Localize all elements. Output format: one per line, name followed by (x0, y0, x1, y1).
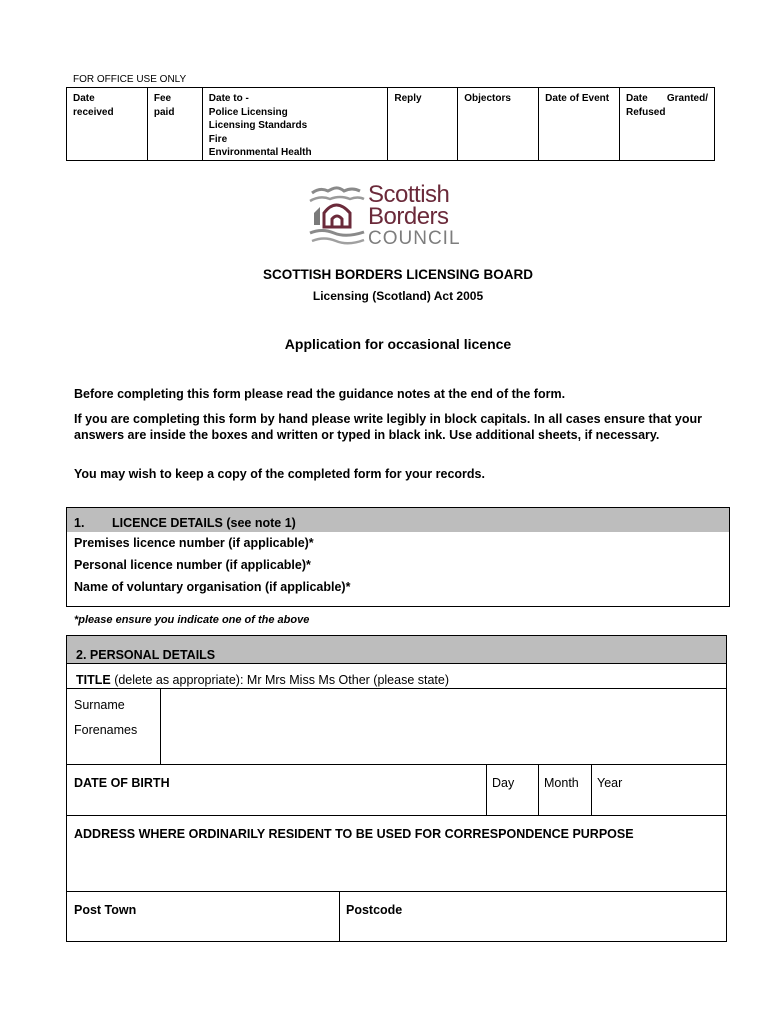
postcode-field[interactable]: Postcode (346, 903, 403, 917)
office-use-table (66, 87, 715, 161)
divider (67, 764, 726, 765)
reply-cell[interactable]: Reply (388, 88, 458, 161)
fee-paid-cell[interactable]: Fee paid (147, 88, 202, 161)
name-input-area[interactable] (161, 689, 726, 764)
intro-paragraph-2: If you are completing this form by hand please write legibly in block capitals. In all cases ensure that your answers are inside the boxes and written or typed in black ink. Use additional sheets, if necessary. (74, 412, 702, 442)
date-of-birth-label: DATE OF BIRTH (74, 776, 170, 790)
date-granted-refused-cell[interactable]: Date Granted/ Refused (620, 88, 715, 161)
dob-day-field[interactable]: Day (492, 776, 515, 790)
premises-licence-field[interactable]: Premises licence number (if applicable)* (74, 536, 314, 550)
personal-licence-field[interactable]: Personal licence number (if applicable)* (74, 558, 311, 572)
licence-details-header: 1. LICENCE DETAILS (see note 1) (67, 508, 729, 532)
logo-text-council: COUNCIL (368, 228, 461, 249)
board-title: SCOTTISH BORDERS LICENSING BOARD (262, 267, 533, 282)
voluntary-organisation-field[interactable]: Name of voluntary organisation (if applicable)* (74, 580, 351, 594)
scottish-borders-council-logo (306, 183, 468, 251)
logo-text-scottish: Scottish (368, 181, 450, 208)
dob-year-field[interactable]: Year (597, 776, 623, 790)
divider (486, 764, 487, 815)
date-to-cell[interactable]: Date to - Police Licensing Licensing Standards Fire Environmental Health (202, 88, 388, 161)
council-emblem-icon (306, 183, 368, 251)
office-use-label: FOR OFFICE USE ONLY (73, 74, 187, 85)
date-received-cell[interactable]: Date received (67, 88, 148, 161)
forenames-label: Forenames (74, 723, 138, 737)
divider (67, 891, 726, 892)
application-title: Application for occasional licence (284, 336, 512, 352)
date-of-event-cell[interactable]: Date of Event (539, 88, 620, 161)
act-title: Licensing (Scotland) Act 2005 (312, 289, 484, 303)
divider (591, 764, 592, 815)
intro-paragraph-3: You may wish to keep a copy of the completed form for your records. (74, 467, 485, 481)
divider (538, 764, 539, 815)
licence-note: *please ensure you indicate one of the above (74, 614, 310, 626)
licence-details-section (66, 507, 730, 607)
intro-paragraph-1: Before completing this form please read the guidance notes at the end of the form. (74, 387, 566, 401)
objectors-cell[interactable]: Objectors (458, 88, 539, 161)
post-town-field[interactable]: Post Town (74, 903, 137, 917)
title-field[interactable]: TITLE (delete as appropriate): Mr Mrs Miss Ms Other (please state) (76, 673, 450, 687)
surname-label: Surname (74, 698, 125, 712)
personal-details-section (66, 635, 727, 942)
dob-month-field[interactable]: Month (544, 776, 579, 790)
logo-text-borders: Borders (368, 203, 449, 230)
address-field[interactable]: ADDRESS WHERE ORDINARILY RESIDENT TO BE USED FOR CORRESPONDENCE PURPOSE (74, 827, 634, 841)
divider (67, 815, 726, 816)
divider (339, 891, 340, 942)
personal-details-header: 2. PERSONAL DETAILS (67, 636, 726, 664)
